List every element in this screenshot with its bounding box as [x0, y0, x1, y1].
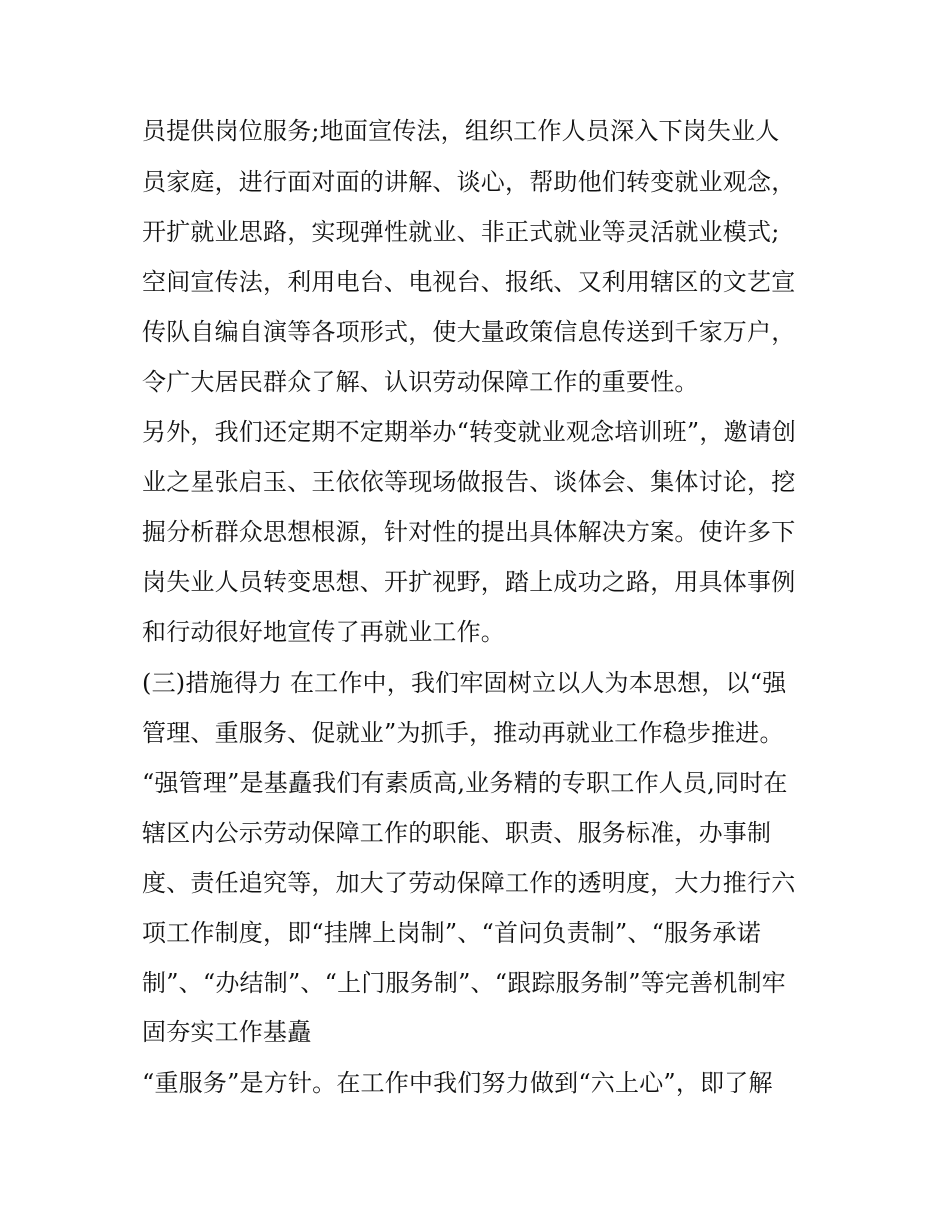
text-line: 固夯实工作基矗: [142, 1018, 312, 1046]
text-line: 度、责任追究等，加大了劳动保障工作的透明度，大力推行六: [142, 869, 796, 897]
text-line: “强管理”是基矗我们有素质高,业务精的专职工作人员,同时在: [142, 769, 788, 797]
text-line: 项工作制度，即“挂牌上岗制”、“首问负责制”、“服务承诺: [142, 919, 761, 947]
text-line: “重服务”是方针。在工作中我们努力做到“六上心”，即了解: [142, 1069, 773, 1097]
text-line: 制”、“办结制”、“上门服务制”、“跟踪服务制”等完善机制牢: [142, 969, 786, 997]
text-line: 和行动很好地宣传了再就业工作。: [142, 618, 505, 646]
text-line: 空间宣传法，利用电台、电视台、报纸、又利用辖区的文艺宣: [142, 268, 796, 296]
text-line: 岗失业人员转变思想、开扩视野，踏上成功之路，用具体事例: [142, 568, 796, 596]
text-line: 开扩就业思路，实现弹性就业、非正式就业等灵活就业模式;: [142, 218, 780, 246]
text-line: 员家庭，进行面对面的讲解、谈心，帮助他们转变就业观念，: [142, 168, 796, 196]
text-line: (三)措施得力 在工作中，我们牢固树立以人为本思想，以“强: [142, 669, 787, 697]
text-line: 传队自编自演等各项形式，使大量政策信息传送到千家万户，: [142, 318, 796, 346]
text-line: 令广大居民群众了解、认识劳动保障工作的重要性。: [142, 368, 699, 396]
text-line: 管理、重服务、促就业”为抓手，推动再就业工作稳步推进。: [142, 719, 784, 747]
text-line: 辖区内公示劳动保障工作的职能、职责、服务标准，办事制: [142, 819, 772, 847]
text-line: 另外，我们还定期不定期举办“转变就业观念培训班”，邀请创: [142, 418, 797, 446]
text-line: 员提供岗位服务;地面宣传法，组织工作人员深入下岗失业人: [142, 117, 780, 145]
text-line: 掘分析群众思想根源，针对性的提出具体解决方案。使许多下: [142, 518, 796, 546]
text-line: 业之星张启玉、王依依等现场做报告、谈体会、集体讨论，挖: [142, 468, 796, 496]
